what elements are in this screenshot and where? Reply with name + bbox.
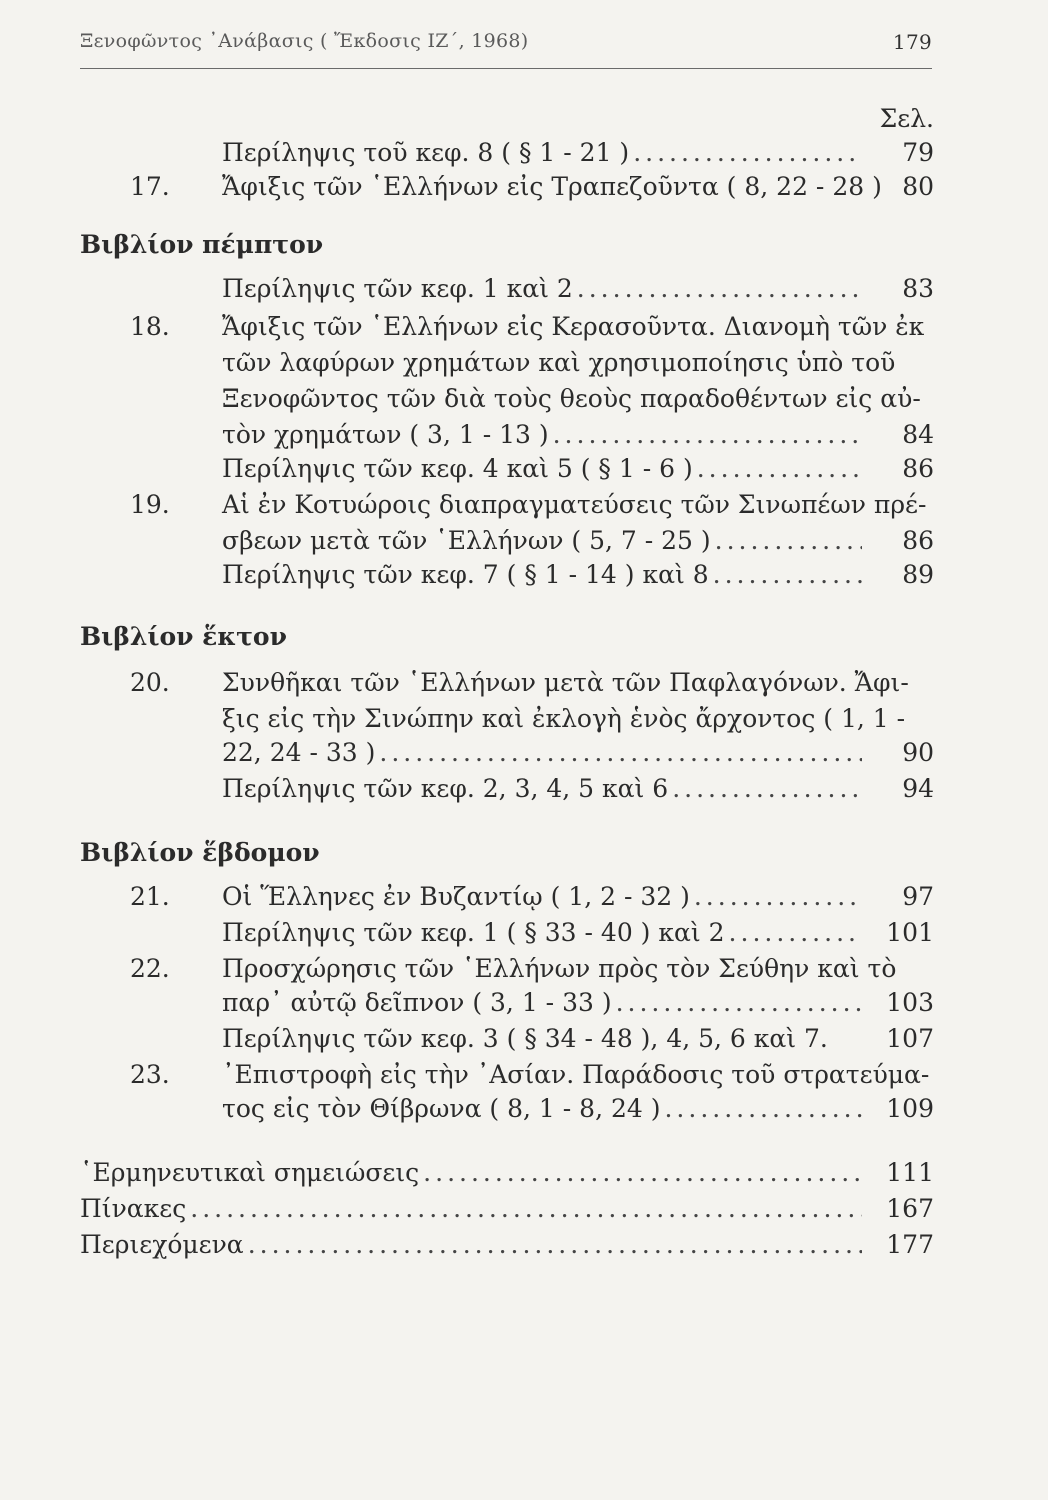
toc-entry: Ἄφιξις τῶν ῾Ελλήνων εἰς Τραπεζοῦντα ( 8, 22 - 28 ): [222, 172, 882, 201]
toc-page-ref: 107: [886, 1024, 934, 1053]
header-rule: [80, 68, 932, 69]
toc-entry-number: 21.: [130, 882, 170, 911]
toc-entry: Περίληψις τῶν κεφ. 2, 3, 4, 5 καὶ 6 .....: [222, 774, 862, 804]
toc-entry-number: 19.: [130, 490, 170, 519]
toc-entry-number: 18.: [130, 312, 170, 341]
toc-page-ref: 84: [902, 420, 934, 449]
toc-entry: Περίληψις τῶν κεφ. 3 ( § 34 - 48 ), 4, 5, 6 καὶ 7.: [222, 1024, 828, 1053]
toc-page-ref: 97: [902, 882, 934, 911]
toc-entry: Αἱ ἐν Κοτυώροις διαπραγματεύσεις τῶν Σινωπέων πρέ-: [222, 490, 927, 519]
toc-entry-number: 22.: [130, 954, 170, 983]
toc-back-matter-entry: Πίνακες .....: [80, 1194, 862, 1224]
book-heading: Βιβλίον ἕβδομον: [80, 838, 320, 867]
toc-entry-continued: 22, 24 - 33 ) .....: [222, 738, 862, 768]
toc-page-ref: 111: [886, 1158, 934, 1187]
toc-page-ref: 89: [902, 560, 934, 589]
toc-entry: Προσχώρησις τῶν ῾Ελλήνων πρὸς τὸν Σεύθην καὶ τὸ: [222, 954, 897, 983]
toc-entry-continued: τῶν λαφύρων χρημάτων καὶ χρησιμοποίησις ὑπὸ τοῦ: [222, 348, 896, 377]
toc-page-ref: 177: [886, 1230, 934, 1259]
toc-page-ref: 109: [886, 1094, 934, 1123]
toc-entry: ᾿Επιστροφὴ εἰς τὴν ᾿Ασίαν. Παράδοσις τοῦ στρατεύμα-: [222, 1060, 930, 1089]
toc-entry-number: 23.: [130, 1060, 170, 1089]
toc-entry-continued: τὸν χρημάτων ( 3, 1 - 13 ) .....: [222, 420, 862, 450]
toc-entry: Ἄφιξις τῶν ῾Ελλήνων εἰς Κερασοῦντα. Διανομὴ τῶν ἐκ: [222, 312, 925, 341]
toc-page-ref: 86: [902, 526, 934, 555]
toc-entry: Περίληψις τοῦ κεφ. 8 ( § 1 - 21 ) .....: [222, 138, 862, 168]
toc-entry: Οἱ Ἕλληνες ἐν Βυζαντίῳ ( 1, 2 - 32 ) .....: [222, 882, 862, 912]
toc-page-ref: 167: [886, 1194, 934, 1223]
toc-entry-number: 17.: [130, 172, 170, 201]
toc-entry-number: 20.: [130, 668, 170, 697]
toc-page-ref: 83: [902, 274, 934, 303]
toc-page-ref: 86: [902, 454, 934, 483]
toc-entry: Περίληψις τῶν κεφ. 1 καὶ 2 .....: [222, 274, 862, 304]
running-head-title: Ξενοφῶντος ᾿Ανάβασις ( Ἔκδοσις ΙΖ΄, 1968): [80, 30, 529, 52]
toc-entry: Περίληψις τῶν κεφ. 4 καὶ 5 ( § 1 - 6 ) .....: [222, 454, 862, 484]
toc-entry-continued: τος εἰς τὸν Θίβρωνα ( 8, 1 - 8, 24 ) .....: [222, 1094, 862, 1124]
book-heading: Βιβλίον πέμπτον: [80, 230, 324, 259]
toc-entry-continued: σβεων μετὰ τῶν ῾Ελλήνων ( 5, 7 - 25 ) .....: [222, 526, 862, 556]
toc-entry-continued: Ξενοφῶντος τῶν διὰ τοὺς θεοὺς παραδοθέντων εἰς αὐ-: [222, 384, 921, 413]
page-number: 179: [892, 30, 932, 54]
toc-entry-continued: ξις εἰς τὴν Σινώπην καὶ ἐκλογὴ ἑνὸς ἄρχοντος ( 1, 1 -: [222, 704, 906, 733]
book-heading: Βιβλίον ἕκτον: [80, 622, 287, 651]
toc-page-ref: 101: [886, 918, 934, 947]
toc-page-ref: 90: [902, 738, 934, 767]
toc-page-ref: 80: [902, 172, 934, 201]
toc-page-ref: 79: [902, 138, 934, 167]
toc-back-matter-entry: ῾Ερμηνευτικαὶ σημειώσεις .....: [80, 1158, 862, 1188]
toc-entry: Περίληψις τῶν κεφ. 1 ( § 33 - 40 ) καὶ 2 .....: [222, 918, 862, 948]
toc-page-ref: 94: [902, 774, 934, 803]
toc-entry-continued: παρ᾿ αὐτῷ δεῖπνον ( 3, 1 - 33 ) .....: [222, 988, 862, 1018]
toc-entry: Συνθῆκαι τῶν ῾Ελλήνων μετὰ τῶν Παφλαγόνων. Ἄφι-: [222, 668, 909, 697]
toc-entry: Περίληψις τῶν κεφ. 7 ( § 1 - 14 ) καὶ 8 .....: [222, 560, 862, 590]
toc-back-matter-entry: Περιεχόμενα .....: [80, 1230, 862, 1260]
toc-page-ref: 103: [886, 988, 934, 1017]
page-column-header: Σελ.: [879, 104, 934, 133]
